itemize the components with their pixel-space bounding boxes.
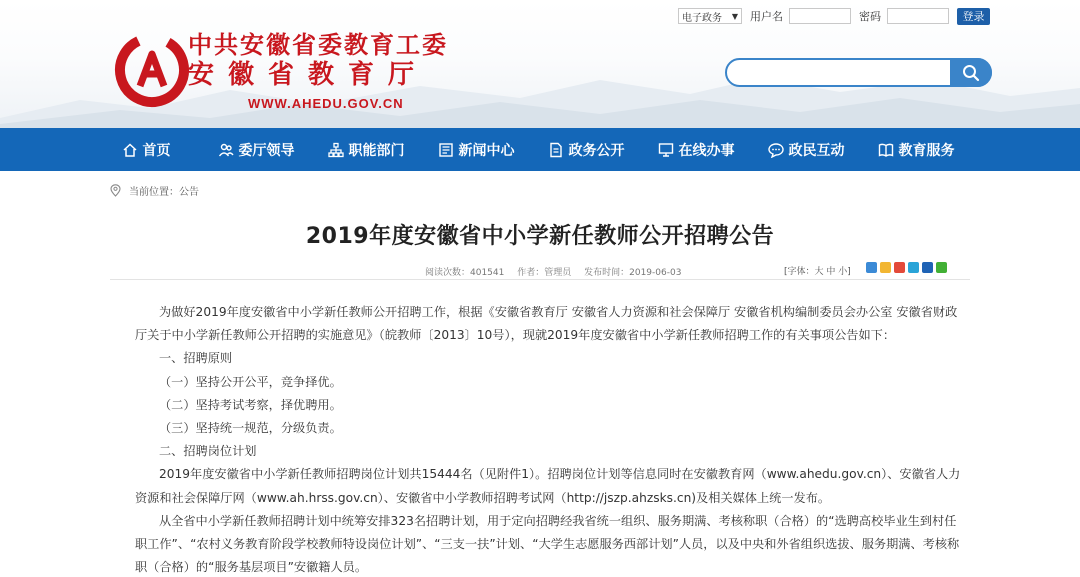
- search-bar: [725, 58, 992, 87]
- nav-item-government-affairs[interactable]: [531, 128, 641, 171]
- paragraph: 2019年度安徽省中小学新任教师招聘岗位计划共15444名（见附件1）。招聘岗位计划等信息同时在安徽教育网（www.ahedu.gov.cn）、安徽省人力资源和社会保障厅网（www.ah.hrss.gov.cn）、安徽省中小学教师招聘考试网（http://jszp.ahzsks.cn)及相关媒体上统一发布。: [135, 467, 961, 505]
- nav-item-departments[interactable]: [311, 128, 421, 171]
- breadcrumb-prefix: 当前位置：: [129, 186, 179, 198]
- nav-item-education-services[interactable]: [861, 128, 971, 171]
- site-url: WWW.AHEDU.GOV.CN: [248, 96, 404, 111]
- login-button[interactable]: 登录: [957, 8, 990, 25]
- tencent-weibo-icon[interactable]: [908, 262, 919, 273]
- chat-icon: [768, 142, 784, 158]
- home-icon: [122, 142, 138, 158]
- nav-item-leaders[interactable]: [201, 128, 311, 171]
- wechat-icon[interactable]: [936, 262, 947, 273]
- paragraph: 从全省中小学新任教师招聘计划中统筹安排323名招聘计划，用于定向招聘经我省统一组织、服务期满、考核称职（合格）的“选聘高校毕业生到村任职工作”、“农村义务教育阶段学校教师特设岗位计划”、“三支一扶”计划、“大学生志愿服务西部计划”人员，以及中央和外省组织选拔、服务期满、考核称职（合格）的“服务基层项目”安徽籍人员。: [135, 513, 960, 575]
- section-heading: 一、招聘原则: [159, 351, 233, 366]
- paragraph: 为做好2019年度安徽省中小学新任教师公开招聘工作，根据《安徽省教育厅 安徽省人力资源和社会保障厅 安徽省机构编制委员会办公室 安徽省财政厅关于中小学新任教师公开招聘的实施意见》（皖教师〔2013〕10号），现就2019年度安徽省中小学新任教师招聘工作的有关事项公告如下：: [135, 305, 958, 343]
- weibo-icon[interactable]: [894, 262, 905, 273]
- qzone-icon[interactable]: [880, 262, 891, 273]
- main-nav: [0, 128, 1080, 171]
- username-input[interactable]: [789, 8, 851, 24]
- password-input[interactable]: [887, 8, 949, 24]
- nav-item-label: 新闻中心: [458, 142, 515, 159]
- chevron-down-icon: ▼: [731, 11, 738, 21]
- people-icon: [218, 142, 234, 158]
- list-item: （一）坚持公开公平，竞争择优。: [159, 374, 342, 389]
- nav-item-news[interactable]: [421, 128, 531, 171]
- section-heading: 二、招聘岗位计划: [159, 444, 257, 459]
- system-select-value: 电子政务: [682, 12, 722, 24]
- breadcrumb: [110, 182, 199, 198]
- article-title: 2019年度安徽省中小学新任教师公开招聘公告: [305, 224, 775, 249]
- site-name: [188, 30, 448, 111]
- view-count: 阅读次数：401541: [425, 268, 505, 278]
- nav-item-online-services[interactable]: [641, 128, 751, 171]
- article-body: [135, 301, 967, 577]
- system-select[interactable]: [678, 8, 742, 24]
- publish-date: 发布时间：2019-06-03: [584, 268, 682, 278]
- location-pin-icon: [110, 184, 121, 197]
- search-button[interactable]: [950, 58, 992, 87]
- monitor-icon: [658, 142, 674, 158]
- book-icon: [878, 142, 894, 158]
- author: 作者：管理员: [517, 268, 572, 278]
- nav-item-interaction[interactable]: [751, 128, 861, 171]
- password-label: 密码: [859, 10, 881, 23]
- username-label: 用户名: [750, 10, 783, 23]
- renren-icon[interactable]: [922, 262, 933, 273]
- nav-item-label: 教育服务: [898, 142, 955, 159]
- meta-divider: [110, 279, 970, 280]
- org-chart-icon: [328, 142, 344, 158]
- nav-item-home[interactable]: [91, 128, 201, 171]
- login-bar: [678, 7, 990, 25]
- org-name-line2: 安徽省教育厅: [188, 60, 429, 90]
- org-name-line1: 中共安徽省委教育工委: [188, 31, 448, 59]
- article-meta: [425, 265, 691, 278]
- plus-share-icon[interactable]: [866, 262, 877, 273]
- site-header: [0, 0, 1080, 128]
- list-item: （二）坚持考试考察，择优聘用。: [159, 397, 342, 412]
- nav-item-label: 政务公开: [568, 142, 625, 159]
- document-icon: [548, 142, 564, 158]
- breadcrumb-current[interactable]: 公告: [179, 186, 199, 198]
- share-bar: [866, 262, 950, 273]
- search-icon: [962, 64, 980, 82]
- font-size-switcher[interactable]: [字体：大 中 小]: [784, 267, 851, 277]
- nav-item-label: 政民互动: [788, 142, 845, 159]
- nav-item-label: 在线办事: [678, 142, 735, 159]
- list-item: （三）坚持统一规范，分级负责。: [159, 421, 342, 436]
- site-logo-icon[interactable]: [112, 28, 192, 108]
- nav-item-label: 首页: [142, 142, 171, 159]
- nav-item-label: 职能部门: [348, 142, 405, 159]
- newspaper-icon: [438, 142, 454, 158]
- nav-item-label: 委厅领导: [238, 142, 295, 159]
